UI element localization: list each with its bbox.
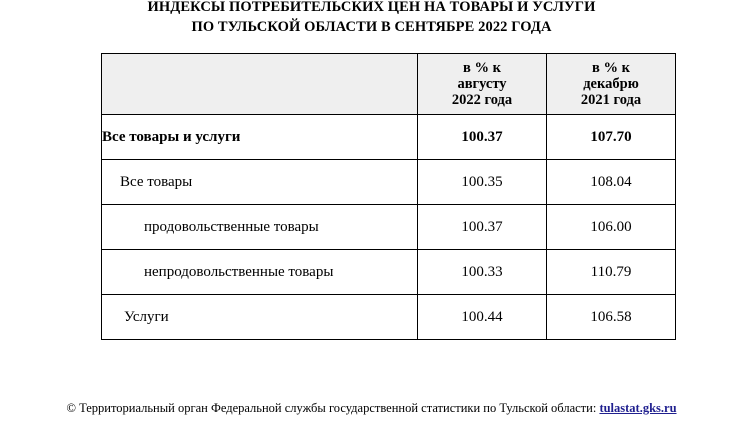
row-value-aug: 100.33 (418, 250, 547, 295)
title-line-1: ИНДЕКСЫ ПОТРЕБИТЕЛЬСКИХ ЦЕН НА ТОВАРЫ И УСЛУГИ (147, 0, 596, 15)
page-title (0, 0, 743, 37)
header-dec (547, 54, 676, 115)
header-aug-line3: 2022 года (451, 92, 513, 108)
table-row (102, 205, 676, 250)
row-value-aug: 100.44 (418, 295, 547, 340)
row-label: продовольственные товары (102, 205, 418, 250)
cpi-table (101, 53, 676, 340)
header-aug (418, 54, 547, 115)
footer-text: © Территориальный орган Федеральной службы государственной статистики по Тульской области: (66, 401, 600, 415)
row-value-aug: 100.37 (418, 115, 547, 160)
footer-link[interactable]: tulastat.gks.ru (599, 401, 677, 415)
table-row (102, 295, 676, 340)
header-dec-line1: в % к (592, 60, 630, 76)
row-value-aug: 100.35 (418, 160, 547, 205)
header-dec-line2: декабрю (583, 76, 639, 92)
row-value-dec: 110.79 (547, 250, 676, 295)
header-aug-line2: августу (457, 76, 507, 92)
row-label: Услуги (102, 295, 418, 340)
table-header-row (102, 54, 676, 115)
row-value-aug: 100.37 (418, 205, 547, 250)
row-value-dec: 108.04 (547, 160, 676, 205)
table-row (102, 250, 676, 295)
row-value-dec: 106.00 (547, 205, 676, 250)
footer (0, 401, 743, 416)
title-line-2: ПО ТУЛЬСКОЙ ОБЛАСТИ В СЕНТЯБРЕ 2022 ГОДА (191, 19, 552, 35)
header-dec-line3: 2021 года (580, 92, 642, 108)
row-label: Все товары и услуги (102, 115, 418, 160)
row-label: Все товары (102, 160, 418, 205)
row-value-dec: 107.70 (547, 115, 676, 160)
header-empty-cell (102, 54, 418, 115)
table-row (102, 115, 676, 160)
table-row (102, 160, 676, 205)
header-aug-line1: в % к (463, 60, 501, 76)
row-label: непродовольственные товары (102, 250, 418, 295)
row-value-dec: 106.58 (547, 295, 676, 340)
